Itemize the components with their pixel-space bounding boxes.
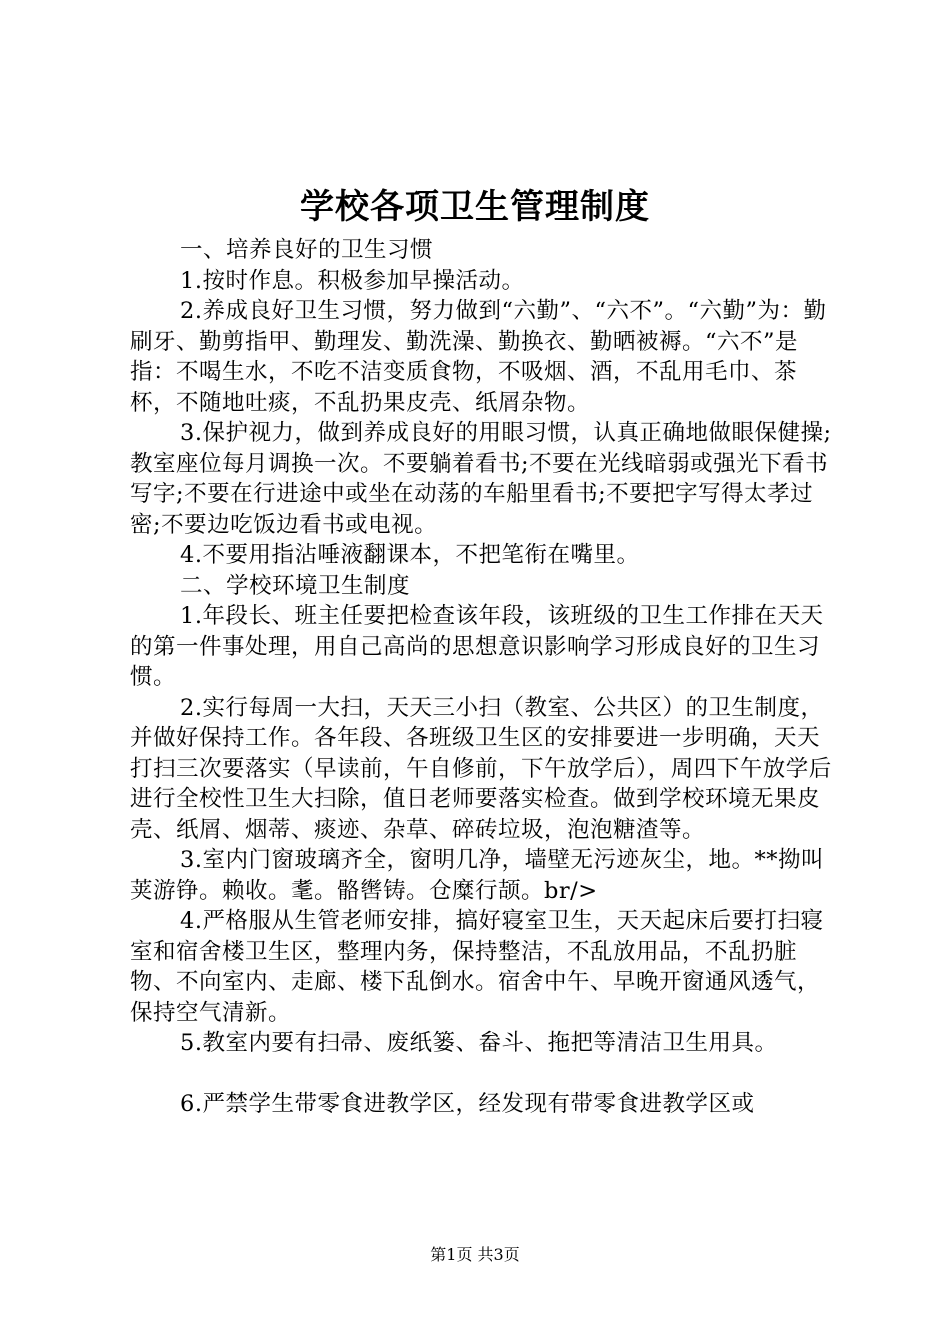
document-title: 学校各项卫生管理制度 xyxy=(300,187,650,227)
paragraph: 2.养成良好卫生习惯，努力做到“六勤”、“六不”。“六勤”为：勤刷牙、勤剪指甲、勤理发、勤洗澡、勤换衣、勤晒被褥。“六不”是指：不喝生水，不吃不洁变质食物，不吸烟、酒，不乱用毛巾、茶杯，不随地吐痰，不乱扔果皮壳、纸屑杂物。 xyxy=(130,298,827,416)
section-heading-2: 二、学校环境卫生制度 xyxy=(180,572,411,599)
paragraph: 5.教室内要有扫帚、废纸篓、畚斗、拖把等清洁卫生用具。 xyxy=(180,1030,778,1056)
section-heading-1: 一、培养良好的卫生习惯 xyxy=(180,237,434,263)
paragraph-spacer xyxy=(130,1059,838,1089)
paragraph: 3.保护视力，做到养成良好的用眼习惯，认真正确地做眼保健操;教室座位每月调换一次。不要躺着看书;不要在光线暗弱或强光下看书写字;不要在行进途中或坐在动荡的车船里看书;不要把字写得太孝过密;不要边吃饭边看书或电视。 xyxy=(130,420,832,538)
paragraph: 1.按时作息。积极参加早操活动。 xyxy=(180,267,525,294)
document-body xyxy=(130,235,838,1119)
paragraph: 4.严格服从生管老师安排，搞好寝室卫生，天天起床后要打扫寝室和宿舍楼卫生区，整理内务，保持整洁，不乱放用品，不乱扔脏物、不向室内、走廊、楼下乱倒水。宿舍中午、早晚开窗通风透气，保持空气清新。 xyxy=(130,908,824,1026)
page-footer: 第1页 共3页 xyxy=(430,1245,520,1264)
paragraph: 3.室内门窗玻璃齐全，窗明几净，墙壁无污迹灰尘，地。**拗叫荚游铮。赖收。耄。骼辔铸。仓糜行颉。br/> xyxy=(130,847,824,904)
paragraph: 2.实行每周一大扫，天天三小扫（教室、公共区）的卫生制度，并做好保持工作。各年段、各班级卫生区的安排要进一步明确，天天打扫三次要落实（早读前，午自修前，下午放学后），周四下午放学后进行全校性卫生大扫除，值日老师要落实检查。做到学校环境无果皮壳、纸屑、烟蒂、痰迹、杂草、碎砖垃圾，泡泡糖渣等。 xyxy=(130,694,832,843)
paragraph: 1.年段长、班主任要把检查该年段，该班级的卫生工作排在天天的第一件事处理，用自己高尚的思想意识影响学习形成良好的卫生习惯。 xyxy=(130,603,824,690)
paragraph: 6.严禁学生带零食进教学区，经发现有带零食进教学区或 xyxy=(180,1090,755,1117)
paragraph: 4.不要用指沾唾液翻课本，不把笔衔在嘴里。 xyxy=(180,542,640,568)
